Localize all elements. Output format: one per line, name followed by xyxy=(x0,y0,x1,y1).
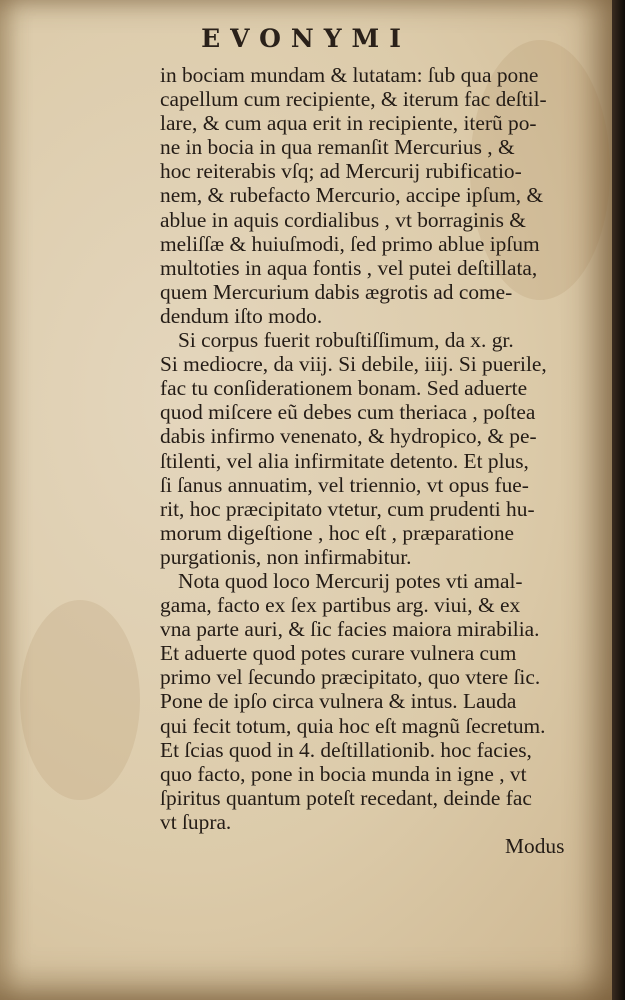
text-line: dendum iſto modo. xyxy=(160,303,323,328)
text-line: vna parte auri, & ſic facies maiora mirabilia. xyxy=(160,617,540,642)
text-line: Si corpus fuerit robuſtiſſimum, da x. gr. xyxy=(178,328,514,353)
text-line: in bociam mundam & lutatam: ſub qua pone xyxy=(160,63,539,87)
text-line: rit, hoc præcipitato vtetur, cum prudenti hu- xyxy=(160,496,535,521)
page-edge-shadow xyxy=(612,0,625,1000)
body-text xyxy=(160,63,580,834)
text-line: ſtilenti, vel alia infirmitate detento. Et plus, xyxy=(160,448,529,473)
text-line: capellum cum recipiente, & iterum fac deſtil- xyxy=(160,87,547,112)
text-line: meliſſæ & huiuſmodi, ſed primo ablue ipſum xyxy=(160,231,540,256)
text-line: qui fecit totum, quia hoc eſt magnũ ſecretum. xyxy=(160,713,546,738)
text-line: ſi ſanus annuatim, vel triennio, vt opus fue- xyxy=(160,472,529,497)
text-line: Et aduerte quod potes curare vulnera cum xyxy=(160,641,517,666)
text-line: Pone de ipſo circa vulnera & intus. Lauda xyxy=(160,689,517,714)
text-line: quem Mercurium dabis ægrotis ad come- xyxy=(160,279,513,304)
text-line: lare, & cum aqua erit in recipiente, iterũ po- xyxy=(160,111,537,136)
text-line: nem, & rubefacto Mercurio, accipe ipſum, & xyxy=(160,183,544,208)
running-header: EVONYMI xyxy=(201,24,411,53)
text-line: vt ſupra. xyxy=(160,809,232,834)
text-line: morum digeſtione , hoc eſt , præparatione xyxy=(160,520,515,545)
text-line: hoc reiterabis vſq; ad Mercurij rubificatio- xyxy=(160,159,522,184)
text-line: ſpiritus quantum poteſt recedant, deinde fac xyxy=(160,785,532,810)
text-line: multoties in aqua fontis , vel putei deſtillata, xyxy=(160,255,538,280)
text-line: Nota quod loco Mercurij potes vti amal- xyxy=(178,568,523,593)
text-line: quo facto, pone in bocia munda in igne , vt xyxy=(160,761,527,786)
text-line: Si mediocre, da viij. Si debile, iiij. Si puerile, xyxy=(160,352,547,377)
paper-stain xyxy=(20,600,140,800)
text-line: dabis infirmo venenato, & hydropico, & pe- xyxy=(160,424,537,449)
text-line: ablue in aquis cordialibus , vt borraginis & xyxy=(160,207,526,232)
text-line: quod miſcere eũ debes cum theriaca , poſtea xyxy=(160,400,536,425)
text-line: primo vel ſecundo præcipitato, quo vtere ſic. xyxy=(160,665,541,690)
text-line: gama, facto ex ſex partibus arg. viui, & ex xyxy=(160,593,521,618)
text-line: Et ſcias quod in 4. deſtillationib. hoc facies, xyxy=(160,737,532,762)
text-line: purgationis, non infirmabitur. xyxy=(160,544,412,569)
catchword: Modus xyxy=(505,834,565,858)
text-line: ne in bocia in qua remanſit Mercurius , & xyxy=(160,135,515,160)
text-line: fac tu conſiderationem bonam. Sed aduerte xyxy=(160,376,528,401)
